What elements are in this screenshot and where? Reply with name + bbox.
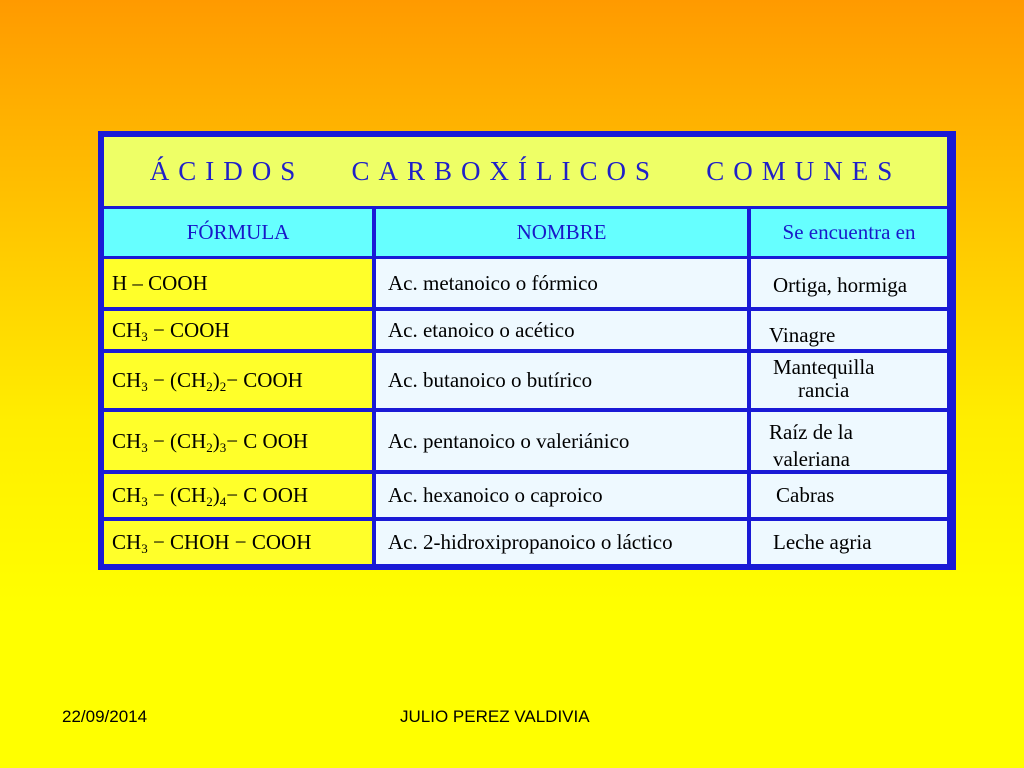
table-title bbox=[104, 137, 947, 206]
header-nombre bbox=[376, 209, 747, 256]
nombre-text: Ac. hexanoico o caproico bbox=[388, 483, 603, 507]
encuentra-cell bbox=[751, 259, 947, 307]
nombre-text: Ac. butanoico o butírico bbox=[388, 368, 593, 392]
encuentra-text: Leche agria bbox=[773, 530, 872, 554]
formula-cell bbox=[104, 521, 372, 564]
formula-text: $CH_3 - (CH_2)_3- C$ OOH bbox=[112, 428, 309, 455]
formula-text: $CH_3$ − CHOH − COOH bbox=[112, 530, 312, 556]
encuentra-text: rancia bbox=[798, 378, 850, 402]
formula-cell bbox=[104, 412, 372, 470]
table-title-text: ÁCIDOS CARBOXÍLICOS COMUNES bbox=[149, 156, 902, 186]
encuentra-text: Vinagre bbox=[769, 323, 836, 347]
header-encuentra-label: Se encuentra en bbox=[782, 220, 916, 244]
nombre-cell bbox=[376, 311, 747, 349]
nombre-cell bbox=[376, 521, 747, 564]
header-formula-label: FÓRMULA bbox=[186, 220, 290, 244]
encuentra-cell bbox=[751, 311, 947, 349]
formula-text: $CH_3 - (CH_2)_2-$ COOH bbox=[112, 368, 303, 394]
nombre-text: Ac. metanoico o fórmico bbox=[388, 270, 598, 295]
footer-date: 22/09/2014 bbox=[62, 707, 148, 726]
formula-cell bbox=[104, 353, 372, 408]
encuentra-text: Raíz de la bbox=[769, 420, 853, 444]
encuentra-cell bbox=[751, 353, 947, 408]
footer-author: JULIO PEREZ VALDIVIA bbox=[400, 707, 590, 726]
acids-table bbox=[98, 131, 956, 570]
nombre-cell bbox=[376, 259, 747, 307]
encuentra-cell bbox=[751, 474, 947, 517]
formula-text: $CH_3 - (CH_2)_4- C$ OOH bbox=[112, 483, 309, 509]
encuentra-text: Cabras bbox=[776, 483, 835, 507]
encuentra-text: Ortiga, hormiga bbox=[773, 273, 908, 297]
encuentra-cell bbox=[751, 412, 947, 470]
header-formula bbox=[104, 209, 372, 256]
formula-cell bbox=[104, 474, 372, 517]
encuentra-cell bbox=[751, 521, 947, 564]
formula-cell bbox=[104, 311, 372, 349]
nombre-text: Ac. 2-hidroxipropanoico o láctico bbox=[388, 530, 673, 554]
nombre-text: Ac. pentanoico o valeriánico bbox=[388, 428, 630, 453]
nombre-text: Ac. etanoico o acético bbox=[388, 317, 575, 342]
nombre-cell bbox=[376, 412, 747, 470]
formula-text: H – COOH bbox=[112, 270, 208, 295]
nombre-cell bbox=[376, 474, 747, 517]
header-encuentra bbox=[751, 209, 947, 256]
formula-cell bbox=[104, 259, 372, 307]
formula-text: $CH_3$ − COOH bbox=[112, 317, 230, 344]
nombre-cell bbox=[376, 353, 747, 408]
encuentra-text: valeriana bbox=[773, 447, 850, 471]
encuentra-text: Mantequilla bbox=[773, 355, 875, 379]
header-nombre-label: NOMBRE bbox=[516, 220, 607, 244]
